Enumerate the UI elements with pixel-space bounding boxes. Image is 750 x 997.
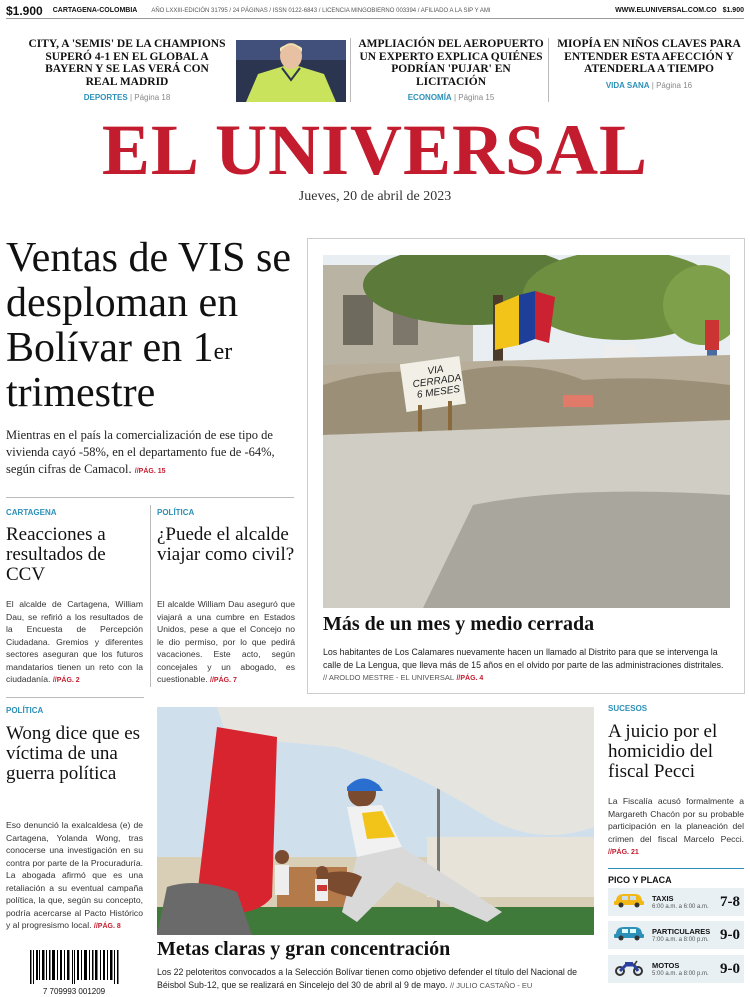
pico-title: PICO Y PLACA	[608, 875, 672, 885]
pico-row-private	[608, 921, 744, 949]
pico-hours: 5:00 a.m. a 8:00 p.m.	[652, 970, 709, 977]
main-headline[interactable]	[6, 236, 296, 416]
pico-digits: 9-0	[720, 926, 740, 943]
photo2-title[interactable]: Metas claras y gran concentración	[157, 938, 451, 960]
teaser-page: | Página 18	[129, 93, 171, 102]
edition-city: CARTAGENA-COLOMBIA	[52, 7, 138, 14]
masthead-logo: EL UNIVERSAL	[101, 110, 649, 190]
story1-body-text: El alcalde de Cartagena, William Dau, se refirió a los resultados de la Encuesta de Percepción Ciudadana. Gremios y diferentes sectores aseguran que los futuros mandatarios tienen un reto con la ciudadanía.	[6, 599, 143, 684]
main-headline-superscript: er	[213, 339, 233, 365]
story3-body-text: Eso denunció la exalcaldesa (e) de Cartagena, Yolanda Wong, tras conocerse una investigación en su contra por parte de la Procuraduría. La abogada afirmó que es una retaliación a su eventual campaña política, la que, según su concepto, podría acercarse al Pacto Histórico y al progresismo local.	[6, 820, 143, 930]
main-deck-text: Mientras en el país la comercialización de ese tipo de vivienda cayó -58%, en el departamento fue de -64%, según cifras de Camacol.	[6, 428, 275, 476]
taxi-icon	[612, 892, 646, 913]
story1-section: CARTAGENA	[6, 508, 57, 517]
teaser-text: AMPLIACIÓN DEL AEROPUERTO UN EXPERTO EXPLICA QUIÉNES PODRÍAN 'PUJAR' EN LICITACIÓN	[358, 38, 544, 88]
main-page-ref[interactable]: //PÁG. 15	[134, 468, 166, 475]
issue-date: Jueves, 20 de abril de 2023	[298, 189, 452, 204]
story4-body	[608, 795, 744, 860]
main-headline-tail: trimestre	[6, 370, 156, 416]
teaser-section: DEPORTES	[83, 93, 128, 102]
photo1-title[interactable]: Más de un mes y medio cerrada	[323, 613, 595, 635]
story4-body-text: La Fiscalía acusó formalmente a Margareth Chacón por su probable participación en la planeación del crimen del fiscal Marcelo Pecci.	[608, 796, 744, 844]
story3-page-ref[interactable]: //PÁG. 8	[93, 923, 121, 930]
story4-page-ref[interactable]: //PÁG. 21	[608, 849, 639, 856]
photo1-caption-text: Los habitantes de Los Calamares nuevamente hacen un llamado al Distrito para que se intervenga la calle de La Lengua, que lleva más de 15 años en el olvido por parte de las administraciones distritales.	[323, 647, 724, 670]
pico-digits: 7-8	[720, 893, 740, 910]
pico-hours: 6:00 a.m. a 6:00 a.m.	[652, 903, 709, 910]
road-sign-label: VIA CERRADA 6 MESES	[412, 364, 462, 401]
teaser-economy[interactable]	[356, 38, 546, 102]
car-icon	[612, 925, 646, 946]
main-headline-text: Ventas de VIS se desploman en Bolívar en 1	[6, 235, 292, 371]
photo1-page-ref[interactable]: //PÁG. 4	[456, 675, 484, 682]
pico-type: MOTOS	[652, 960, 680, 970]
teaser-health[interactable]	[552, 38, 746, 102]
barcode	[28, 950, 120, 994]
photo2-caption-text: Los 22 peloteritos convocados a la Selección Bolívar tienen como objetivo defender el título del Nacional de Béisbol Sub-12, que se realizará en Sincelejo del 30 de abril al 9 de mayo.	[157, 967, 578, 990]
pico-type: PARTICULARES	[652, 926, 711, 936]
story1-body	[6, 598, 143, 688]
story3-title[interactable]: Wong dice que es víctima de una guerra política	[6, 723, 141, 784]
teaser-section: VIDA SANA	[605, 80, 650, 90]
story2-title[interactable]: ¿Puede el alcalde viajar como civil?	[157, 524, 295, 565]
pico-row-motos	[608, 955, 744, 983]
teaser-section: ECONOMÍA	[407, 93, 452, 102]
street-photo	[323, 255, 730, 608]
baseball-photo	[157, 707, 594, 935]
website-link[interactable]: WWW.ELUNIVERSAL.COM.CO	[615, 7, 717, 14]
teaser-text: MIOPÍA EN NIÑOS CLAVES PARA ENTENDER ESTA AFECCIÓN Y ATENDERLA A TIEMPO	[557, 38, 741, 75]
teaser-text: CITY, A 'SEMIS' DE LA CHAMPIONS SUPERÓ 4-1 EN EL GLOBAL A BAYERN Y SE LAS VERÁ CON REAL MADRID	[28, 38, 226, 88]
pico-row-taxis	[608, 888, 744, 916]
edition-info: AÑO LXXIII-EDICIÓN 31795 / 24 PÁGINAS / ISSN 0122-6843 / LICENCIA MINGOBIERNO 003394 / AFILIADO A LA SIP Y AMI	[151, 7, 491, 14]
photo2-credit: // JULIO CASTAÑO - EU	[449, 980, 533, 990]
teaser-page: | Página 15	[453, 93, 495, 102]
story3-section: POLÍTICA	[6, 706, 44, 715]
story4-section: SUCESOS	[608, 704, 648, 713]
issue-price-right: $1.900	[722, 7, 744, 14]
story2-section: POLÍTICA	[157, 508, 195, 517]
story2-body	[157, 598, 295, 688]
story3-body	[6, 819, 143, 934]
top-info-bar	[6, 3, 744, 19]
barcode-number: 7 709993 001209	[42, 987, 106, 996]
main-deck	[6, 427, 296, 480]
teaser-sports[interactable]	[28, 38, 226, 102]
photo2-caption	[157, 966, 594, 992]
story1-title[interactable]: Reacciones a resultados de CCV	[6, 524, 106, 585]
story2-body-text: El alcalde William Dau aseguró que viajará a una cumbre en Estados Unidos, pese a que el Concejo no le dio permiso, por lo que pedirá vacaciones. Este acto, según concejales y un abogado, es cuestionable.	[157, 599, 295, 684]
teaser-player-photo	[236, 40, 346, 102]
story1-page-ref[interactable]: //PÁG. 2	[52, 677, 80, 684]
story2-page-ref[interactable]: //PÁG. 7	[210, 677, 237, 684]
pico-hours: 7:00 a.m. a 8:00 p.m.	[652, 936, 709, 943]
issue-price: $1.900	[6, 3, 43, 18]
pico-type: TAXIS	[652, 893, 674, 903]
photo1-credit: // AROLDO MESTRE - EL UNIVERSAL	[323, 673, 455, 682]
teaser-page: | Página 16	[651, 80, 693, 90]
story4-title[interactable]: A juicio por el homicidio del fiscal Pecci	[608, 721, 718, 782]
photo1-caption	[323, 646, 730, 686]
motorcycle-icon	[612, 958, 646, 981]
pico-digits: 9-0	[720, 960, 740, 977]
